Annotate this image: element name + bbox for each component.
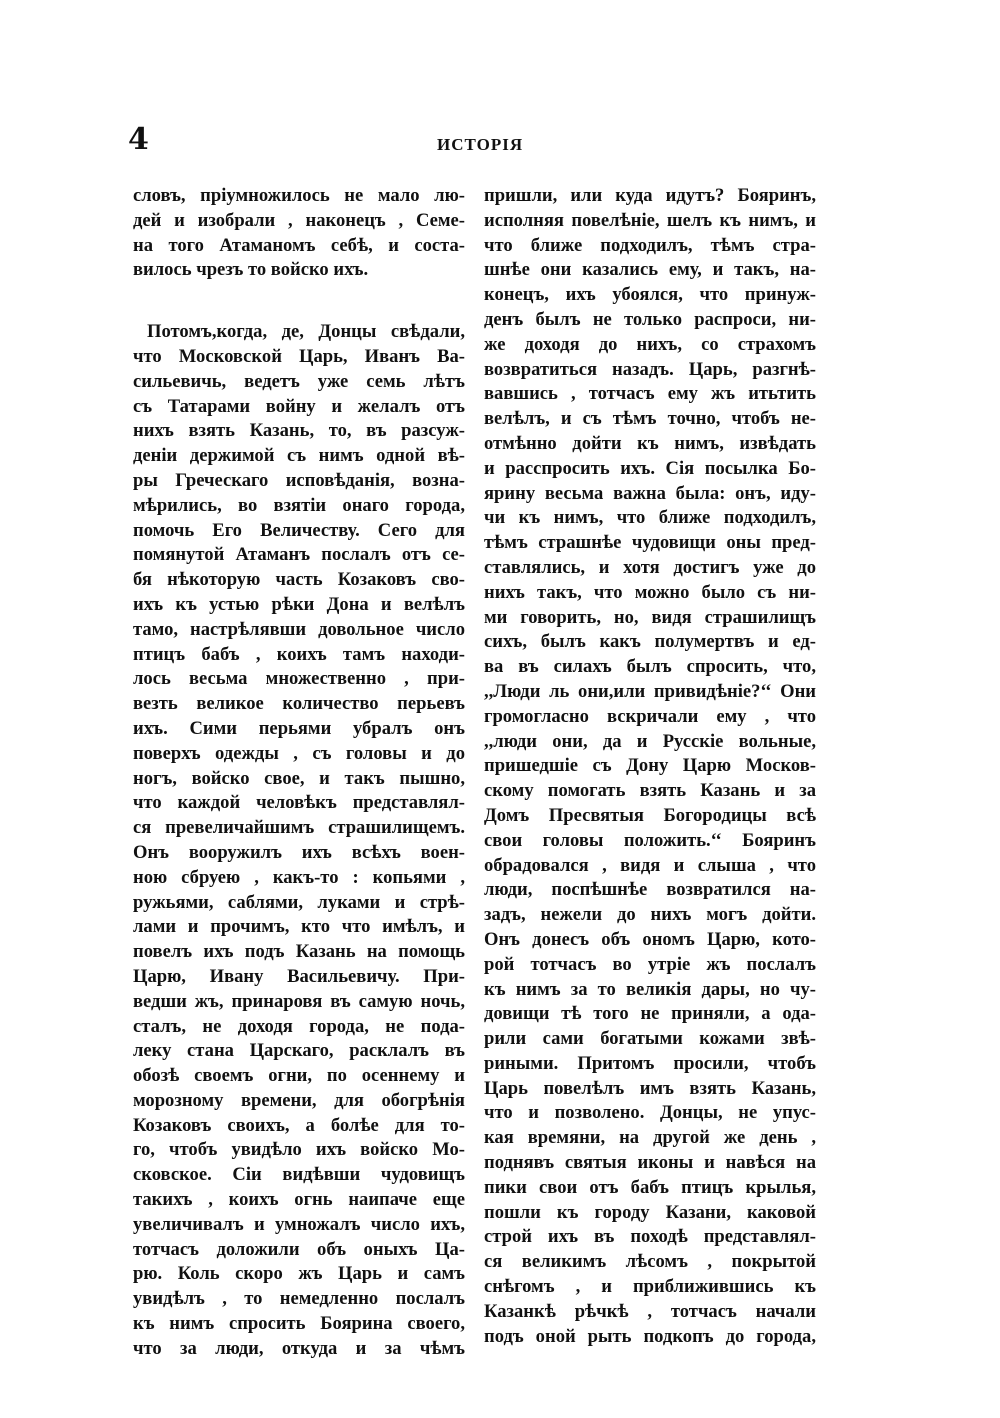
text-line: кая времяни, на другой же день , — [484, 1127, 816, 1149]
text-line: пошли къ городу Казани, каковой — [484, 1201, 816, 1223]
text-line: поднявъ святыя иконы и навѣся на — [484, 1152, 816, 1174]
text-line: ми говорить, но, видя страшилищъ — [484, 606, 816, 628]
text-line: подъ оной рыть подкопъ до города, — [484, 1325, 816, 1347]
text-line: къ нимъ за то великія дары, но чу- — [484, 978, 816, 1000]
running-head: ИСТОРІЯ — [437, 135, 524, 154]
text-line: ною сбруею , какъ-то : копьями , — [133, 866, 465, 888]
text-line: ,,Люди ль они,или привидѣніе?‘‘ Они — [484, 680, 816, 702]
text-line: же доходя до нихъ, со страхомъ — [484, 333, 816, 355]
text-line: ведши жъ, принаровя въ самую ночь, — [133, 990, 465, 1012]
text-line: велѣлъ, и съ тѣмъ точно, чтобъ не- — [484, 408, 816, 430]
text-line: Царь повелѣлъ имъ взять Казань, — [484, 1077, 816, 1099]
text-line: везть великое количество перьевъ — [133, 693, 465, 715]
text-line: лами и прочимъ, кто что имѣлъ, и — [133, 916, 465, 938]
right-text-column — [484, 184, 816, 1349]
text-line: и расспросить ихъ. Сія посылка Бо- — [484, 457, 816, 479]
text-line: снѣгомъ , и приближившись къ — [484, 1276, 816, 1298]
text-line: бя нѣкоторую часть Козаковъ сво- — [133, 569, 465, 591]
text-line: конецъ, ихъ убоялся, что принуж- — [484, 284, 816, 306]
text-line: помочь Его Величеству. Сего для — [133, 519, 465, 541]
text-line: чи къ нимъ, что ближе подходилъ, — [484, 507, 816, 529]
text-line: нихъ такъ, что можно было съ ни- — [484, 581, 816, 603]
text-line: шнѣе они казались ему, и такъ, на- — [484, 259, 816, 281]
left-text-column — [133, 184, 465, 1362]
text-line: къ нимъ спросить Боярина своего, — [133, 1313, 465, 1335]
text-line: дей и изобрали , наконецъ , Семе- — [133, 209, 465, 231]
text-line: ярину весьма важна была: онъ, иду- — [484, 482, 816, 504]
text-line: ставлялись, и хотя достигъ уже до — [484, 556, 816, 578]
text-line: на того Атаманомъ себѣ, и соста- — [133, 234, 465, 256]
text-line: что ближе подходилъ, тѣмъ стра- — [484, 234, 816, 256]
page-number: 4 — [128, 122, 149, 157]
text-line: Онъ донесъ объ ономъ Царю, кото- — [484, 928, 816, 950]
text-line: люди, поспѣшнѣе возвратился на- — [484, 879, 816, 901]
text-line: увидѣлъ , то немедленно послалъ — [133, 1288, 465, 1310]
text-line: возвратиться назадъ. Царь, разгнѣ- — [484, 358, 816, 380]
text-line: ,,люди они, да и Русскіе вольные, — [484, 730, 816, 752]
text-line: деніи держимой съ нимъ одной вѣ- — [133, 445, 465, 467]
text-line: Потомъ,когда, де, Донцы свѣдали, — [147, 321, 465, 343]
text-line: рили сами богатыми кожами звѣ- — [484, 1028, 816, 1050]
text-line: помянутой Атаманъ послалъ отъ се- — [133, 544, 465, 566]
text-line: что каждой человѣкъ представлял- — [133, 792, 465, 814]
text-line: тамо, настрѣлявши довольное число — [133, 618, 465, 640]
text-line: пришедшіе съ Дону Царю Москов- — [484, 755, 816, 777]
text-line: ся превеличайшимъ страшилищемъ. — [133, 817, 465, 839]
text-line: что и позволено. Донцы, не упус- — [484, 1102, 816, 1124]
text-line: Царю, Ивану Васильевичу. При- — [133, 965, 465, 987]
text-line: сталъ, не доходя города, не пода- — [133, 1015, 465, 1037]
text-line: ихъ. Сими перьями убралъ онъ — [133, 717, 465, 739]
text-line: громогласно вскричали ему , что — [484, 705, 816, 727]
text-line: Казанкѣ рѣчкѣ , тотчасъ начали — [484, 1300, 816, 1322]
text-line: рой тотчасъ во утріе жъ послалъ — [484, 953, 816, 975]
text-line: скому помогать взять Казань и за — [484, 780, 816, 802]
text-line: мѣрились, во взятіи онаго города, — [133, 494, 465, 516]
text-line: сихъ, былъ какъ полумертвъ и ед- — [484, 631, 816, 653]
text-line: исполняя повелѣніе, шелъ къ нимъ, и — [484, 209, 816, 231]
text-line: ры Греческаго исповѣданія, возна- — [133, 469, 465, 491]
text-line: вавшись , тотчасъ ему жъ итьтить — [484, 383, 816, 405]
text-line: нихъ взять Казань, то, въ разсуж- — [133, 420, 465, 442]
text-line: повелъ ихъ подъ Казань на помощь — [133, 941, 465, 963]
text-line: обозѣ своемъ огни, по осеннему и — [133, 1065, 465, 1087]
text-line: ва въ силахъ былъ спросить, что, — [484, 656, 816, 678]
text-line: ружьями, саблями, луками и стрѣ- — [133, 891, 465, 913]
text-line: птицъ бабъ , коихъ тамъ находи- — [133, 643, 465, 665]
text-line: поверхъ одежды , съ головы и до — [133, 742, 465, 764]
text-line: пришли, или куда идутъ? Бояринъ, — [484, 185, 816, 206]
text-line: довищи тѣ того не приняли, а ода- — [484, 1003, 816, 1025]
text-line: пики свои отъ бабъ птицъ крылья, — [484, 1176, 816, 1198]
text-line: тотчасъ доложили объ оныхъ Ца- — [133, 1238, 465, 1260]
text-line: свои головы положить.‘‘ Бояринъ — [484, 829, 816, 851]
paragraph-gap — [133, 283, 465, 320]
text-line: ся великимъ лѣсомъ , покрытой — [484, 1251, 816, 1273]
text-line: ихъ къ устью рѣки Дона и велѣлъ — [133, 593, 465, 615]
text-line: словъ, пріумножилось не мало лю- — [133, 185, 465, 206]
text-line: лось весьма множественно , при- — [133, 668, 465, 690]
text-line: леку стана Царскаго, расклалъ въ — [133, 1040, 465, 1062]
text-line: что Московской Царь, Иванъ Ва- — [133, 345, 465, 367]
text-line: съ Татарами войну и желалъ отъ — [133, 395, 465, 417]
text-line: го, чтобъ увидѣло ихъ войско Мо- — [133, 1139, 465, 1161]
text-line: денъ былъ не только распроси, ни- — [484, 308, 816, 330]
text-line: тѣмъ страшнѣе чудовищи оны пред- — [484, 532, 816, 554]
text-line: рю. Коль скоро жъ Царь и самъ — [133, 1263, 465, 1285]
text-line: отмѣнно дойти къ нимъ, извѣдать — [484, 432, 816, 454]
text-line: риными. Притомъ просили, чтобъ — [484, 1052, 816, 1074]
text-line: вилось чрезъ то войско ихъ. — [133, 259, 369, 281]
text-line: задъ, нежели до нихъ могъ дойти. — [484, 904, 816, 926]
text-line: обрадовался , видя и слыша , что — [484, 854, 816, 876]
text-line: увеличивалъ и умножалъ число ихъ, — [133, 1213, 465, 1235]
text-line: сильевичь, ведетъ уже семь лѣтъ — [133, 370, 465, 392]
text-line: такихъ , коихъ огнь наипаче еще — [133, 1189, 465, 1211]
text-line: строй ихъ въ походѣ представлял- — [484, 1226, 816, 1248]
text-line: морозному времени, для обогрѣнія — [133, 1089, 465, 1111]
text-line: сковское. Сіи видѣвши чудовищъ — [133, 1164, 465, 1186]
text-line: Козаковъ своихъ, а болѣе для то- — [133, 1114, 465, 1136]
text-line: Домъ Пресвятыя Богородицы всѣ — [484, 804, 816, 826]
text-line: ногъ, войско свое, и такъ пышно, — [133, 767, 465, 789]
text-line: Онъ вооружилъ ихъ всѣхъ воен- — [133, 841, 465, 863]
text-line: что за люди, откуда и за чѣмъ — [133, 1337, 465, 1359]
